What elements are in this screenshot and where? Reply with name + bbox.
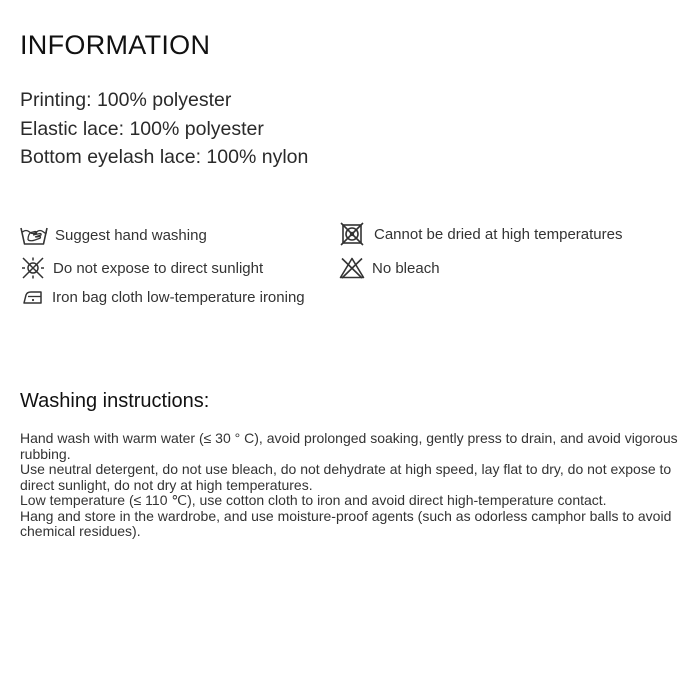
material-item: Printing: 100% polyester — [20, 89, 232, 111]
hand-wash-icon — [19, 223, 49, 247]
washing-instructions — [20, 431, 680, 540]
care-label: Do not expose to direct sunlight — [53, 259, 264, 277]
care-label: Cannot be dried at high temperatures — [374, 225, 623, 243]
care-item-no-tumble-dry — [340, 222, 623, 246]
materials-list — [20, 86, 308, 172]
low-iron-icon — [22, 288, 44, 306]
no-bleach-icon — [339, 257, 365, 279]
care-item-low-iron — [22, 288, 305, 306]
instruction-line: Hand wash with warm water (≤ 30 ° C), avoid prolonged soaking, gently press to drain, and avoid vigorous rubbing. — [20, 430, 678, 462]
no-sunlight-icon — [20, 256, 46, 280]
care-item-no-bleach — [339, 257, 440, 279]
no-tumble-dry-icon — [340, 222, 364, 246]
instruction-line: Use neutral detergent, do not use bleach, do not dehydrate at high speed, lay flat to dry, do not expose to direct sunlight, do not dry at high temperatures. — [20, 461, 672, 493]
page-title: INFORMATION — [20, 30, 211, 60]
care-label: Suggest hand washing — [55, 226, 207, 244]
instruction-line: Hang and store in the wardrobe, and use moisture-proof agents (such as odorless camphor balls to avoid chemical residues). — [20, 507, 672, 539]
washing-heading: Washing instructions: — [20, 390, 210, 412]
care-item-no-sunlight — [20, 256, 263, 280]
instruction-line: Low temperature (≤ 110 ℃), use cotton cloth to iron and avoid direct high-temperature contact. — [20, 492, 607, 508]
care-label: Iron bag cloth low-temperature ironing — [52, 288, 305, 306]
material-item: Elastic lace: 100% polyester — [20, 117, 264, 140]
material-item: Bottom eyelash lace: 100% nylon — [20, 146, 309, 168]
care-label: No bleach — [372, 259, 440, 277]
care-item-hand-wash — [19, 223, 207, 247]
